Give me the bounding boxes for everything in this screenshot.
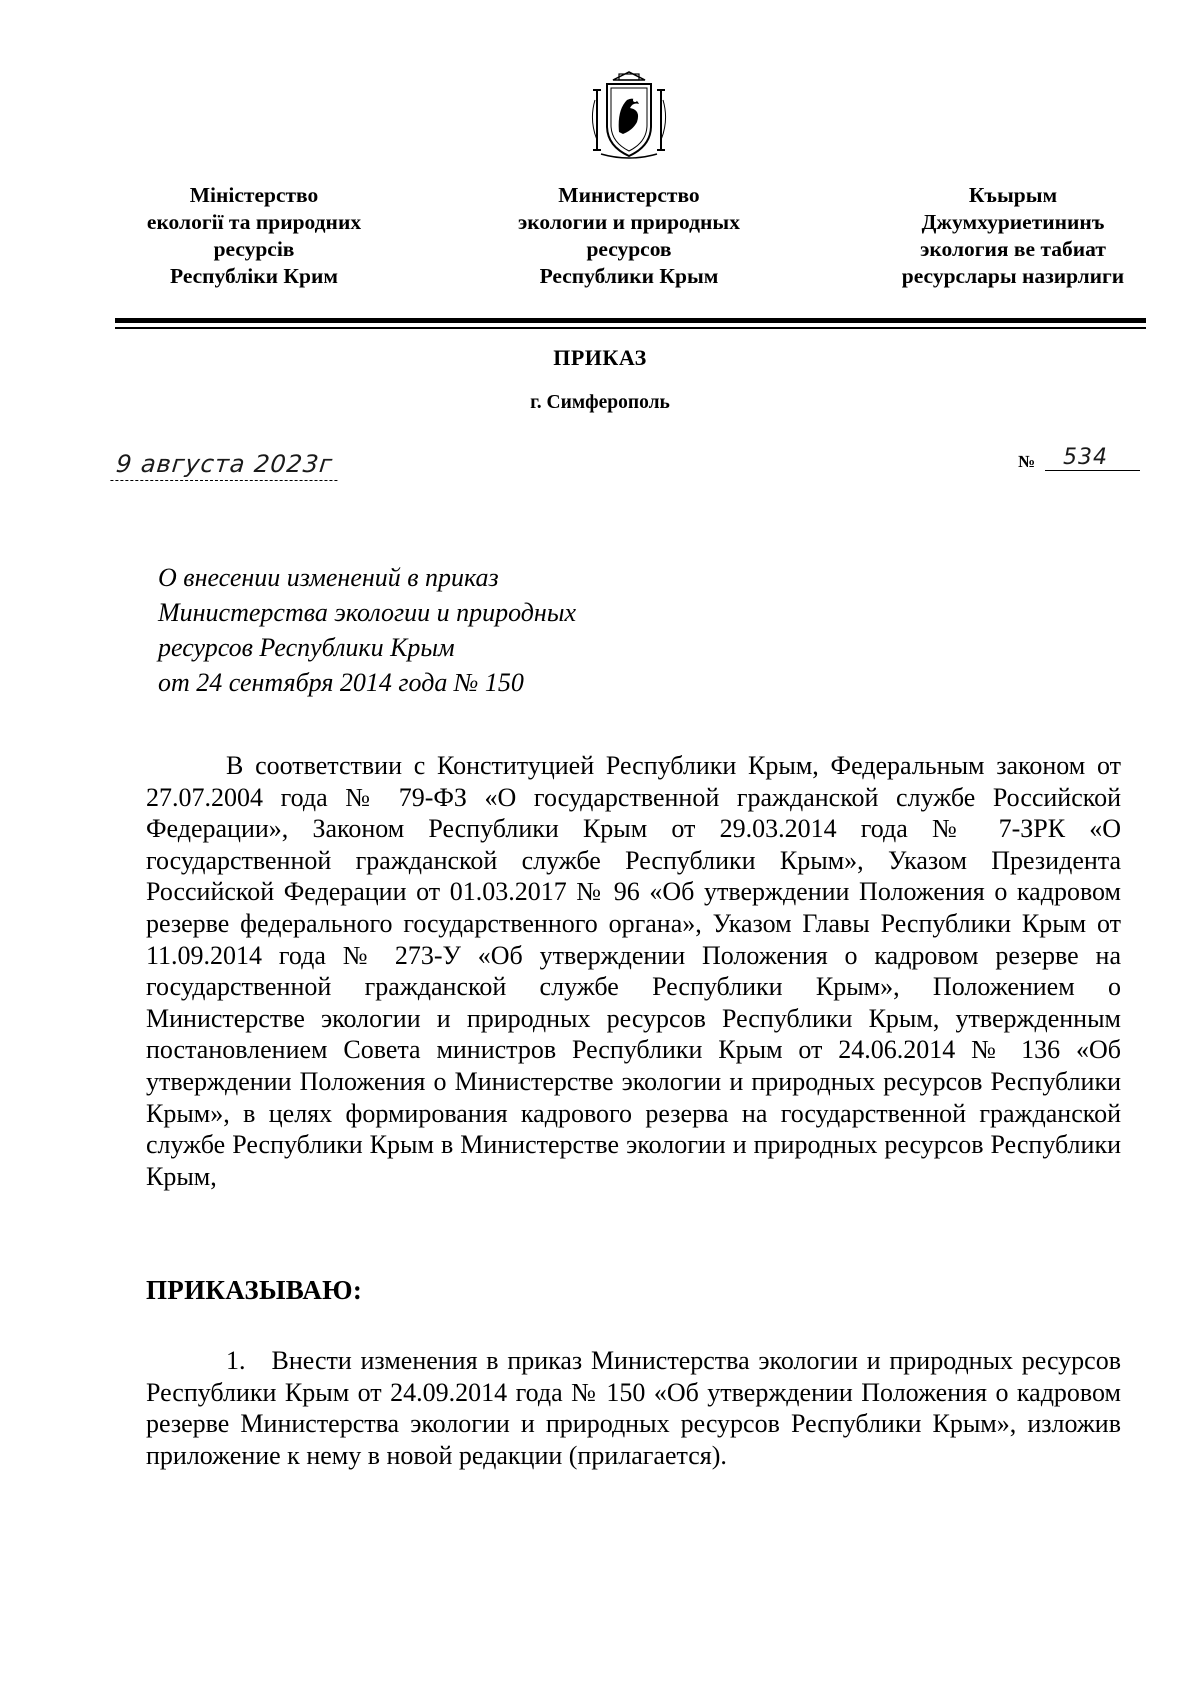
ministry-ua-line: екології та природних: [146, 210, 362, 234]
coat-of-arms-emblem-icon: [583, 70, 675, 162]
ministry-crh-line: экология ве табиат: [920, 237, 1106, 261]
ministry-ua-line: Республіки Крим: [169, 264, 339, 288]
document-type-title: ПРИКАЗ: [553, 345, 647, 370]
ministry-ru-line: ресурсов: [586, 237, 672, 261]
ministry-ru-line: экологии и природных: [518, 210, 740, 234]
ministry-name-ukrainian: [94, 182, 414, 290]
order-item-number: 1.: [226, 1346, 246, 1375]
document-subject: [158, 560, 576, 700]
document-city: г. Симферополь: [530, 392, 670, 413]
order-heading: ПРИКАЗЫВАЮ:: [146, 1275, 363, 1305]
subject-line: О внесении изменений в приказ: [158, 563, 499, 592]
ministry-ru-line: Республики Крым: [539, 264, 719, 288]
preamble-paragraph: В соответствии с Конституцией Республики Крым, Федеральным законом от 27.07.2004 года № 79-ФЗ «О государственной гражданской службе Российской Федерации», Законом Республики Крым от 29.03.2014 года № 7-ЗРК «О государственной гражданской службе Республики Крым», Указом Президента Российской Федерации от 01.03.2017 № 96 «Об утверждении Положения о кадровом резерве федерального государственного органа», Указом Главы Республики Крым от 11.09.2014 года № 273-У «Об утверждении Положения о кадровом резерве на государственной гражданской службе Республики Крым», Положением о Министерстве экологии и природных ресурсов Республики Крым, утвержденным постановлением Совета министров Республики Крым от 24.06.2014 № 136 «Об утверждении Положения о Министерстве экологии и природных ресурсов Республики Крым», в целях формирования кадрового резерва на государственной гражданской службе Республики Крым в Министерстве экологии и природных ресурсов Республики Крым,: [146, 751, 1121, 1191]
ministry-ua-line: Міністерство: [189, 183, 319, 207]
ministry-crh-line: ресурслары назирлиги: [901, 264, 1125, 288]
header-divider-thick: [115, 318, 1146, 323]
ministry-crh-line: Джумхуриетининъ: [921, 210, 1105, 234]
order-item-text: Внести изменения в приказ Министерства экологии и природных ресурсов Республики Крым от 24.09.2014 года № 150 «Об утверждении Положения о кадровом резерве Министерства экологии и природных ресурсов Республики Крым», изложив приложение к нему в новой редакции (прилагается).: [146, 1346, 1121, 1470]
ministry-crh-line: Къырым: [968, 183, 1058, 207]
header-divider-thin: [115, 327, 1146, 329]
subject-line: от 24 сентября 2014 года № 150: [158, 668, 524, 697]
subject-line: ресурсов Республики Крым: [158, 633, 455, 662]
subject-line: Министерства экологии и природных: [158, 598, 576, 627]
ministry-name-russian: [469, 182, 789, 290]
ministry-ua-line: ресурсів: [213, 237, 295, 261]
ministry-name-crimean-tatar: [853, 182, 1173, 290]
order-item-1: [146, 1345, 1121, 1471]
ministry-ru-line: Министерство: [558, 183, 700, 207]
document-number-handwritten: 534: [1045, 445, 1140, 471]
document-date-handwritten: 9 августа 2023г: [110, 450, 340, 481]
document-number-label: №: [1018, 452, 1036, 471]
